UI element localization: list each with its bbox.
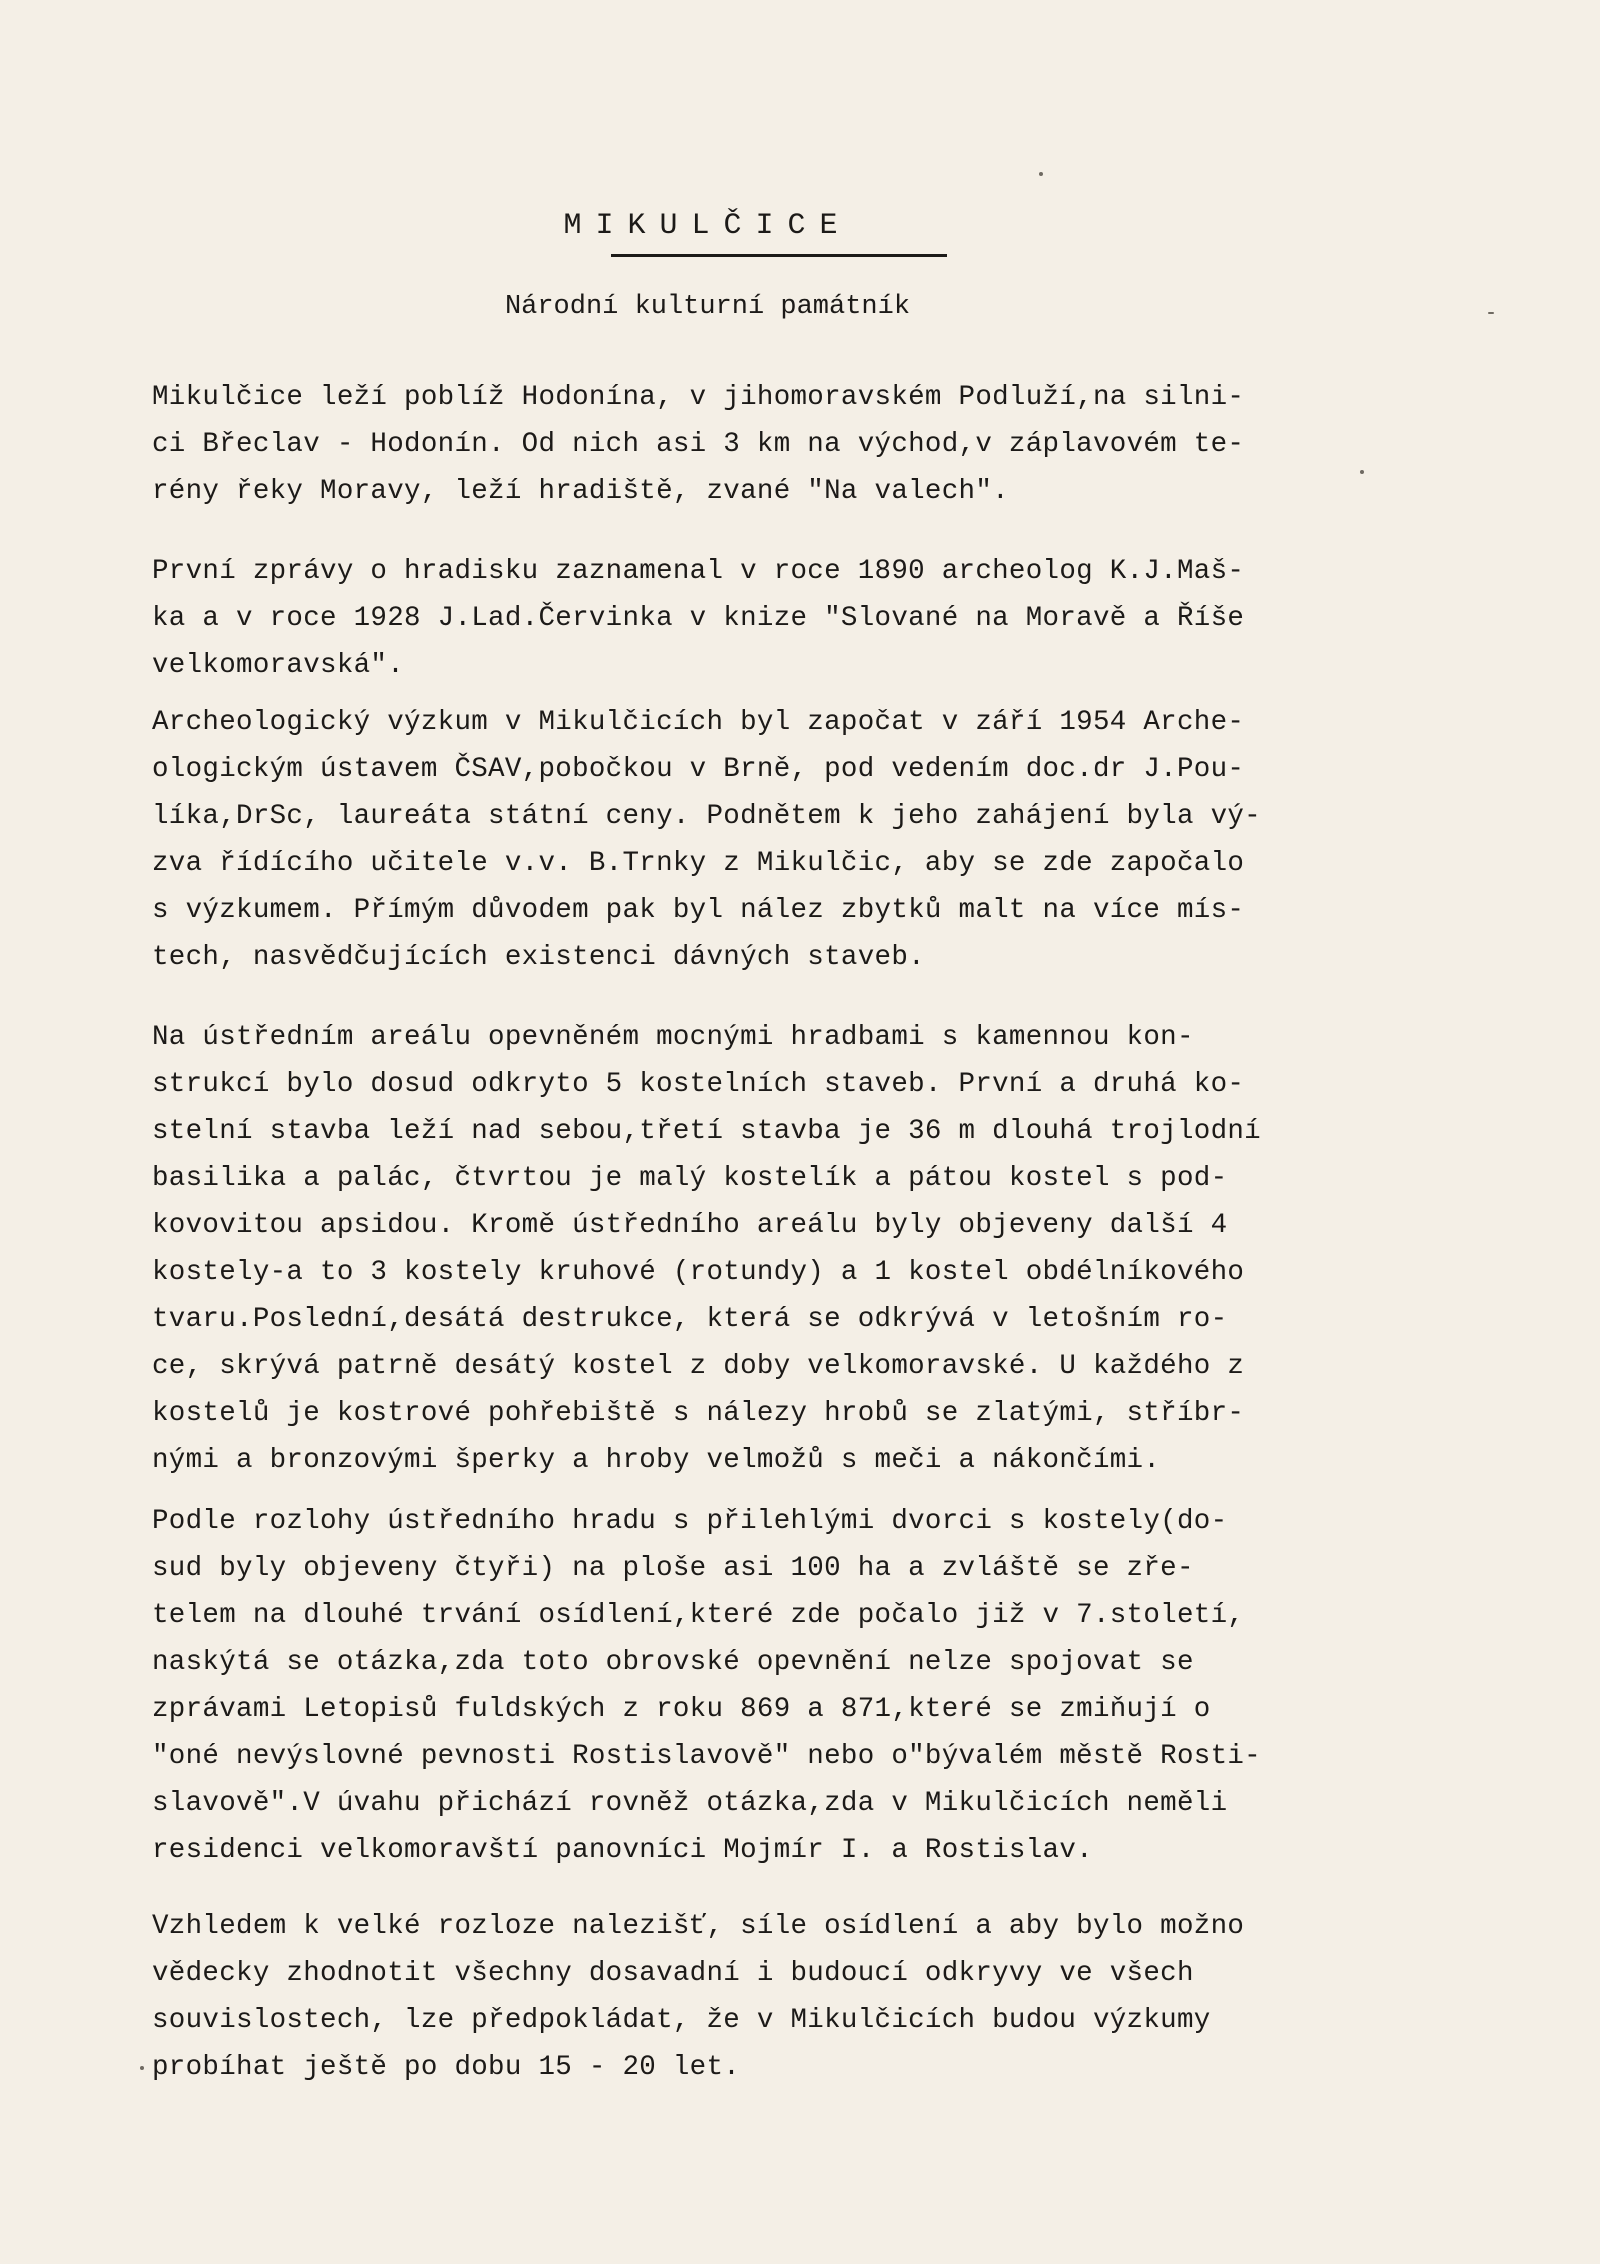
paragraph-research-start	[152, 699, 1261, 981]
text-line: ce, skrývá patrně desátý kostel z doby velkomoravské. U každého z	[152, 1351, 1245, 1382]
text-line: basilika a palác, čtvrtou je malý kostelík a pátou kostel s pod-	[152, 1163, 1228, 1194]
text-line: První zprávy o hradisku zaznamenal v roce 1890 archeolog K.J.Maš-	[152, 556, 1245, 587]
text-line: Podle rozlohy ústředního hradu s přilehlými dvorci s kostely(do-	[152, 1506, 1228, 1537]
text-line: ka a v roce 1928 J.Lad.Červinka v knize "Slované na Moravě a Říše	[152, 603, 1245, 634]
page-title: MIKULČICE	[563, 209, 852, 243]
text-line: ci Břeclav - Hodonín. Od nich asi 3 km na východ,v záplavovém te-	[152, 429, 1245, 460]
text-line: Vzhledem k velké rozloze nalezišť, síle osídlení a aby bylo možno	[152, 1911, 1245, 1942]
text-line: líka,DrSc, laureáta státní ceny. Podnětem k jeho zahájení byla vý-	[152, 801, 1261, 832]
paragraph-outlook	[152, 1903, 1244, 2091]
text-line: telem na dlouhé trvání osídlení,které zde počalo již v 7.století,	[152, 1600, 1245, 1631]
paragraph-first-reports	[152, 548, 1244, 689]
text-line: vědecky zhodnotit všechny dosavadní i budoucí odkryvy ve všech	[152, 1958, 1194, 1989]
text-line: Archeologický výzkum v Mikulčicích byl započat v září 1954 Arche-	[152, 707, 1245, 738]
text-line: zva řídícího učitele v.v. B.Trnky z Mikulčic, aby se zde započalo	[152, 848, 1245, 879]
page-subtitle: Národní kulturní památník	[504, 292, 911, 322]
text-line: Mikulčice leží poblíž Hodonína, v jihomoravském Podluží,na silni-	[152, 382, 1245, 413]
text-line: residenci velkomoravští panovníci Mojmír I. a Rostislav.	[152, 1835, 1093, 1866]
paper-speck	[1488, 312, 1494, 314]
text-line: rény řeky Moravy, leží hradiště, zvané "Na valech".	[152, 476, 1009, 507]
title-underline	[611, 254, 947, 257]
text-line: Na ústředním areálu opevněném mocnými hradbami s kamennou kon-	[152, 1022, 1194, 1053]
text-line: kostelů je kostrové pohřebiště s nálezy hrobů se zlatými, stříbr-	[152, 1398, 1245, 1429]
text-line: kovovitou apsidou. Kromě ústředního areálu byly objeveny další 4	[152, 1210, 1228, 1241]
paragraph-location	[152, 374, 1244, 515]
text-line: zprávami Letopisů fuldských z roku 869 a 871,které se zmiňují o	[152, 1694, 1211, 1725]
paragraph-churches	[152, 1014, 1261, 1484]
text-line: sud byly objeveny čtyři) na ploše asi 100 ha a zvláště se zře-	[152, 1553, 1194, 1584]
text-line: slavově".V úvahu přichází rovněž otázka,zda v Mikulčicích neměli	[152, 1788, 1228, 1819]
paper-speck	[140, 2066, 144, 2070]
text-line: strukcí bylo dosud odkryto 5 kostelních staveb. První a druhá ko-	[152, 1069, 1245, 1100]
text-line: naskýtá se otázka,zda toto obrovské opevnění nelze spojovat se	[152, 1647, 1194, 1678]
text-line: tvaru.Poslední,desátá destrukce, která se odkrývá v letošním ro-	[152, 1304, 1228, 1335]
paper-speck	[1039, 172, 1043, 176]
text-line: tech, nasvědčujících existenci dávných staveb.	[152, 942, 925, 973]
text-line: ologickým ústavem ČSAV,pobočkou v Brně, pod vedením doc.dr J.Pou-	[152, 754, 1245, 785]
text-line: souvislostech, lze předpokládat, že v Mikulčicích budou výzkumy	[152, 2005, 1211, 2036]
text-line: kostely-a to 3 kostely kruhové (rotundy) a 1 kostel obdélníkového	[152, 1257, 1245, 1288]
text-line: stelní stavba leží nad sebou,třetí stavba je 36 m dlouhá trojlodní	[152, 1116, 1261, 1147]
text-line: s výzkumem. Přímým důvodem pak byl nález zbytků malt na více mís-	[152, 895, 1245, 926]
text-line: nými a bronzovými šperky a hroby velmožů s meči a nákončími.	[152, 1445, 1161, 1476]
text-line: "oné nevýslovné pevnosti Rostislavově" nebo o"bývalém městě Rosti-	[152, 1741, 1261, 1772]
paragraph-rostislav	[152, 1498, 1261, 1874]
paper-speck	[1360, 470, 1364, 474]
text-line: probíhat ještě po dobu 15 - 20 let.	[152, 2052, 741, 2083]
text-line: velkomoravská".	[152, 650, 405, 681]
